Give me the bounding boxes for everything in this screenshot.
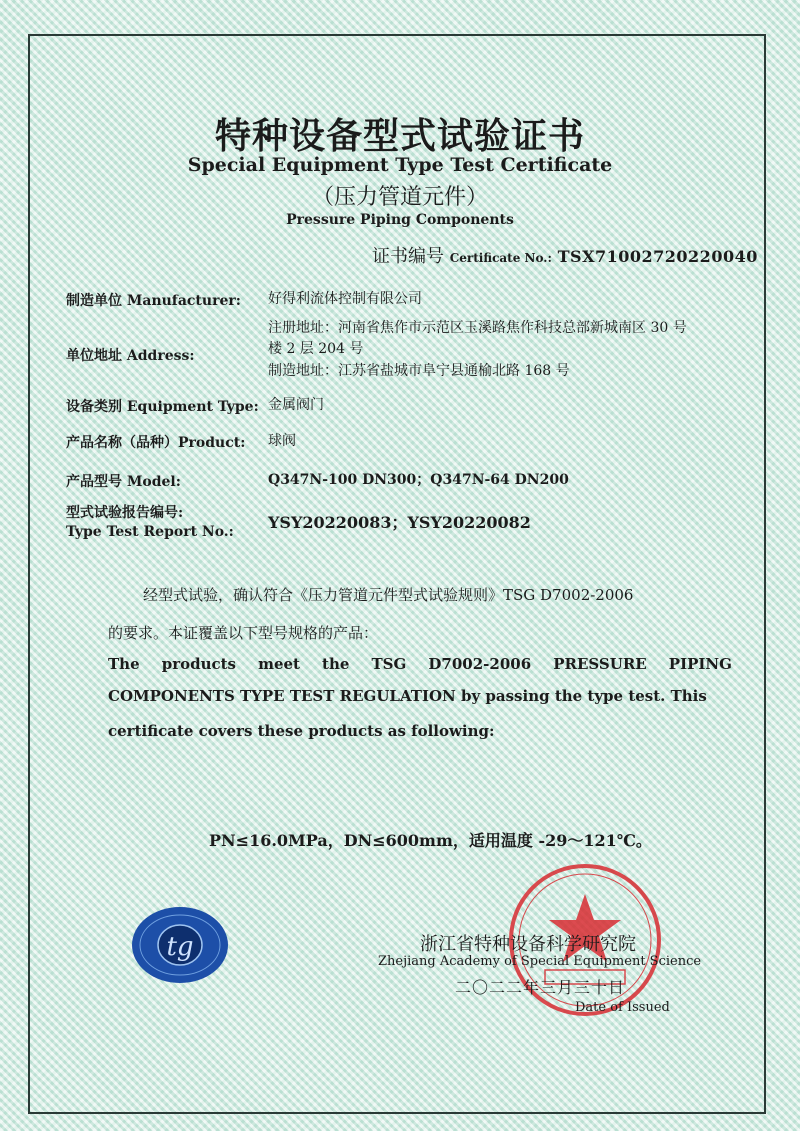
- svg-text:tg: tg: [166, 932, 194, 962]
- statement-en-word: PRESSURE: [553, 655, 647, 673]
- issuer-name-cn: 浙江省特种设备科学研究院: [420, 934, 636, 955]
- production-address: 制造地址：江苏省盐城市阜宁县通榆北路 168 号: [268, 363, 570, 379]
- statement-en-word: products: [161, 655, 236, 673]
- tsg-logo-icon: [130, 905, 230, 985]
- product-label: 产品名称（品种）Product:: [66, 435, 246, 451]
- statement-cn-line2: 的要求。本证覆盖以下型号规格的产品：: [108, 624, 379, 642]
- equipment-type-value: 金属阀门: [268, 397, 324, 413]
- statement-en-line3: certificate covers these products as following:: [108, 722, 495, 740]
- manufacturer-label: 制造单位 Manufacturer:: [66, 293, 241, 309]
- product-value: 球阀: [268, 433, 296, 449]
- specification: PN≤16.0MPa，DN≤600mm，适用温度 -29～121℃。: [209, 831, 652, 850]
- certificate-number-row: [372, 242, 758, 268]
- report-label-en: Type Test Report No.:: [66, 524, 234, 540]
- title-chinese: 特种设备型式试验证书: [214, 115, 585, 157]
- certificate-number: TSX71002720220040: [557, 247, 758, 266]
- statement-en-word: PIPING: [668, 655, 732, 673]
- statement-en-word: D7002-2006: [428, 655, 532, 673]
- statement-en-line2: COMPONENTS TYPE TEST REGULATION by passing the type test. This: [108, 687, 707, 705]
- statement-en-word: the: [322, 655, 350, 673]
- statement-en-word: The: [108, 655, 140, 673]
- subtitle-chinese: （压力管道元件）: [311, 185, 488, 210]
- model-value: Q347N-100 DN300；Q347N-64 DN200: [268, 472, 569, 488]
- issue-date-cn: 二〇二二年三月三十日: [455, 978, 626, 997]
- certificate-label-cn: 证书编号: [372, 246, 444, 267]
- model-label: 产品型号 Model:: [66, 474, 181, 490]
- address-label: 单位地址 Address:: [66, 348, 195, 364]
- registered-address-line2: 楼 2 层 204 号: [268, 341, 364, 357]
- registered-address-line1: 注册地址：河南省焦作市示范区玉溪路焦作科技总部新城南区 30 号: [268, 320, 687, 336]
- statement-en-word: meet: [258, 655, 300, 673]
- statement-en-line1: [108, 655, 732, 673]
- issuer-name-en: Zhejiang Academy of Special Equipment Science: [378, 954, 702, 969]
- statement-cn-line1: 经型式试验，确认符合《压力管道元件型式试验规则》TSG D7002-2006: [143, 586, 634, 604]
- equipment-type-label: 设备类别 Equipment Type:: [66, 399, 259, 415]
- certificate-label-en: Certificate No.:: [449, 251, 552, 265]
- report-value: YSY20220083；YSY20220082: [268, 513, 531, 532]
- statement-en-word: TSG: [371, 655, 407, 673]
- issue-date-label-en: Date of Issued: [575, 1000, 670, 1015]
- subtitle-english: Pressure Piping Components: [286, 212, 514, 228]
- manufacturer-value: 好得利流体控制有限公司: [268, 291, 422, 307]
- report-label-cn: 型式试验报告编号:: [66, 505, 184, 521]
- title-english: Special Equipment Type Test Certificate: [187, 154, 613, 176]
